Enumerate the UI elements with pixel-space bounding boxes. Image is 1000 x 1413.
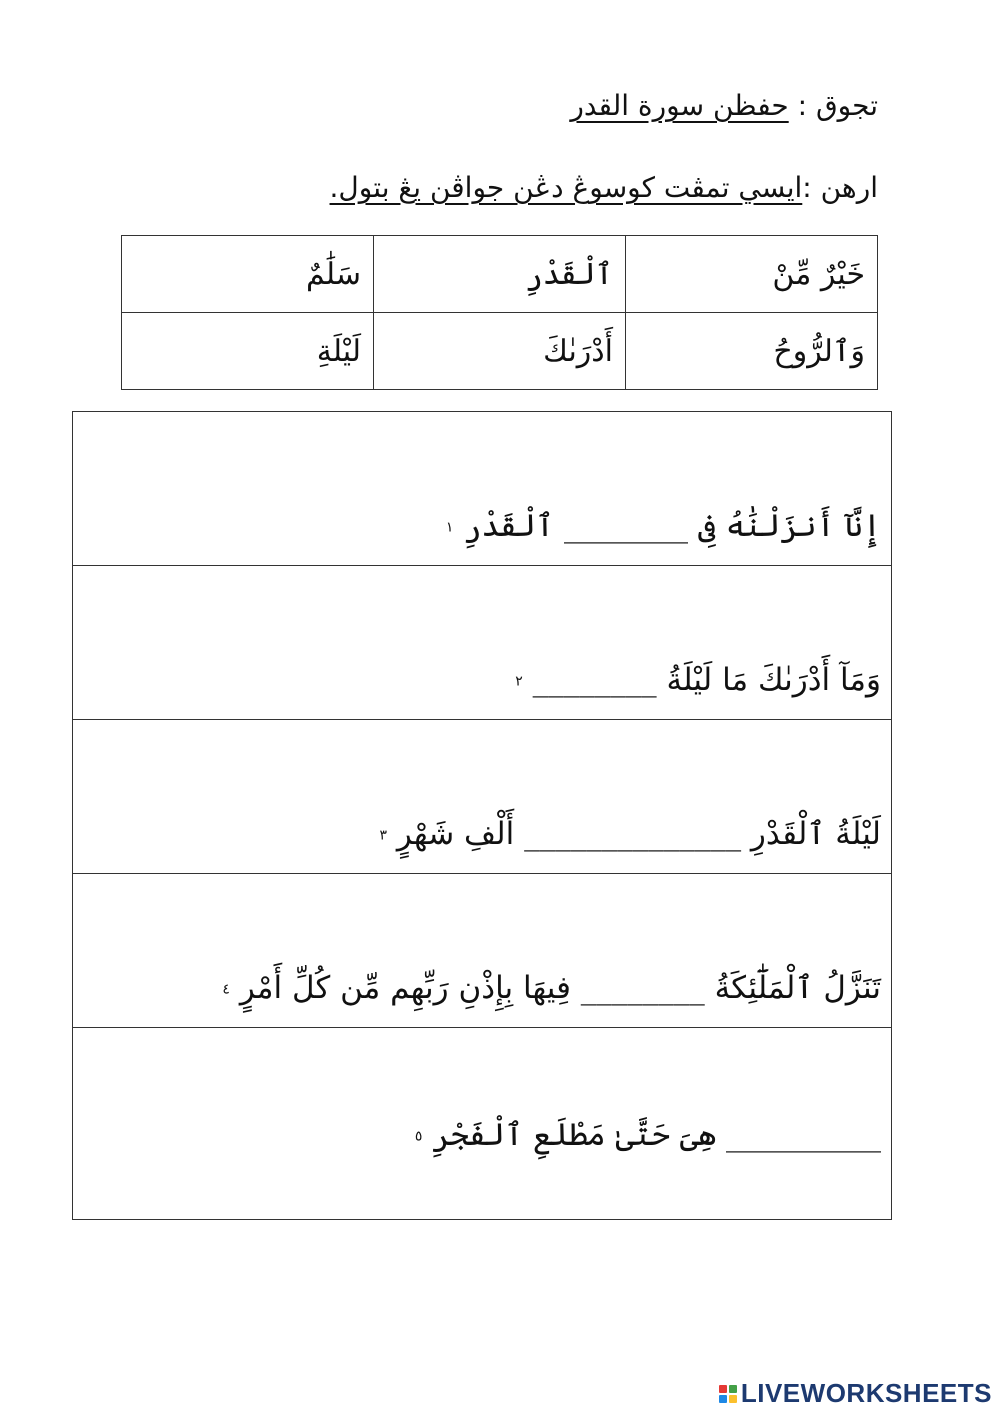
verse-after: فِيهَا بِإِذْنِ رَبِّهِم مِّن كُلِّ أَمْرٍ — [239, 969, 571, 1006]
word-bank-cell: سَلَٰمٌ — [122, 236, 374, 313]
verse-number: ١ — [445, 519, 454, 535]
verse-after: ٱلْقَدْرِ — [463, 507, 555, 544]
verse-number: ٢ — [515, 673, 523, 689]
verse-number: ٣ — [379, 827, 387, 843]
word-bank-cell: وَٱلرُّوحُ — [626, 313, 878, 390]
logo-square — [729, 1395, 737, 1403]
word-bank-cell: خَيْرٌ مِّنْ — [626, 236, 878, 313]
verse-number: ٤ — [222, 981, 230, 997]
verse-number: ٥ — [414, 1128, 423, 1144]
answer-blank[interactable]: ________ — [563, 507, 688, 544]
answer-blank[interactable]: ________ — [580, 969, 705, 1006]
verse-row — [73, 566, 891, 720]
verse-before: وَمَآ أَدْرَىٰكَ مَا لَيْلَةُ — [666, 661, 881, 698]
verse-text — [379, 812, 881, 858]
word-bank-cell: أَدْرَىٰكَ — [374, 313, 626, 390]
answer-blank[interactable]: ______________ — [524, 815, 742, 852]
answer-blank[interactable]: __________ — [726, 1116, 881, 1153]
verse-before: لَيْلَةُ ٱلْقَدْرِ — [750, 815, 881, 852]
verse-row — [73, 874, 891, 1028]
topic-line — [570, 88, 878, 124]
verse-before: إِنَّآ أَنزَلْنَٰهُ فِى — [697, 507, 881, 544]
word-bank-row — [122, 236, 878, 313]
verse-answer-box — [72, 411, 892, 1220]
verse-text — [415, 1113, 881, 1159]
instruction-line — [330, 170, 878, 206]
verse-text — [222, 966, 881, 1012]
verse-text — [515, 658, 881, 704]
logo-square — [719, 1385, 727, 1393]
topic-label: تجوق : — [797, 89, 878, 122]
brand-text: LIVEWORKSHEETS — [740, 1378, 992, 1408]
logo-square — [729, 1385, 737, 1393]
instruction-label: ارهن : — [802, 171, 878, 204]
word-bank-cell: لَيْلَةِ — [122, 313, 374, 390]
liveworksheets-logo-icon — [719, 1385, 737, 1403]
verse-row — [73, 412, 891, 566]
verse-after: أَلْفِ شَهْرٍ — [396, 815, 515, 852]
verse-after: هِىَ حَتَّىٰ مَطْلَعِ ٱلْفَجْرِ — [432, 1116, 717, 1153]
word-bank-row — [122, 313, 878, 390]
answer-blank[interactable]: ________ — [532, 661, 657, 698]
verse-row — [73, 720, 891, 874]
word-bank-cell: ٱلْقَدْرِ — [374, 236, 626, 313]
topic-value: حفظن سورة القدر — [570, 89, 789, 122]
word-bank-table — [121, 235, 878, 390]
verse-text — [446, 504, 881, 550]
verse-before: تَنَزَّلُ ٱلْمَلَٰٓئِكَةُ — [714, 969, 881, 1006]
instruction-value: ايسي تمڤت كوسوڠ دڠن جواڤن يڠ بتول. — [329, 171, 803, 204]
logo-square — [719, 1395, 727, 1403]
liveworksheets-brand[interactable] — [719, 1378, 992, 1409]
verse-row — [73, 1028, 891, 1218]
